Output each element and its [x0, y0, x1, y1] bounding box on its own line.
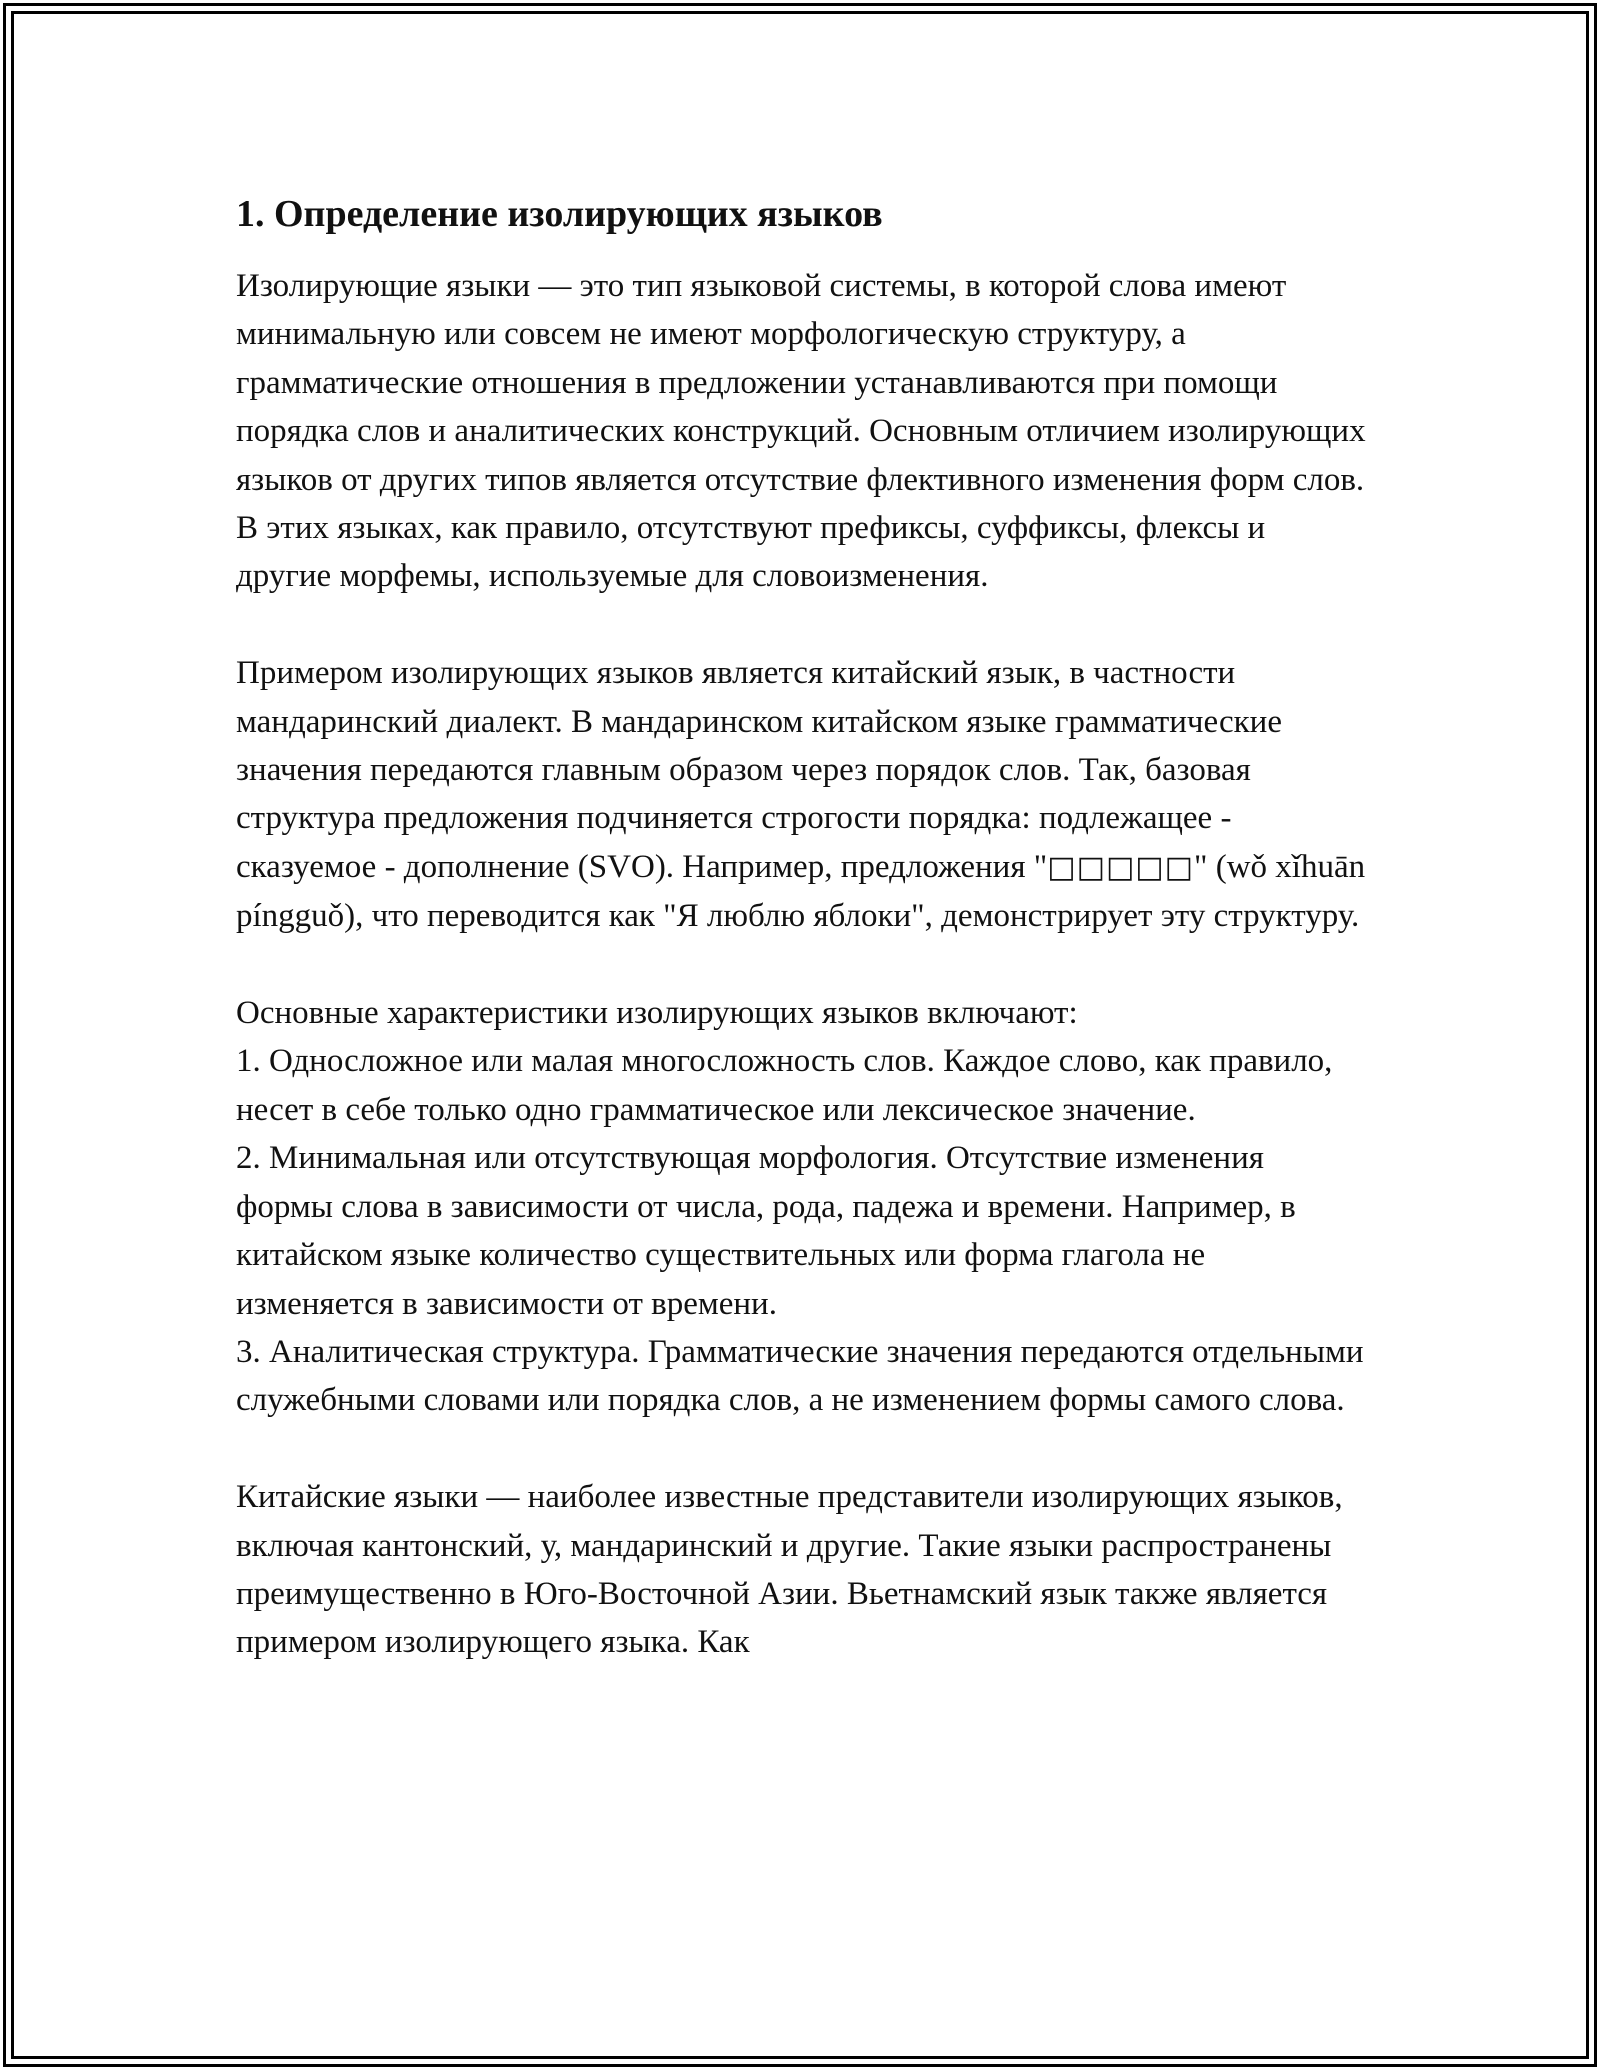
paragraph-gap	[236, 941, 1366, 989]
list-item-2: 2. Минимальная или отсутствующая морфология. Отсутствие изменения формы слова в зависимости от числа, рода, падежа и времени. Например, в китайском языке количество существительных или форма глагола не изменяется в зависимости от времени.	[236, 1140, 1296, 1322]
example-text-after: " (wǒ xǐhuān píngguǒ), что переводится как "Я люблю яблоки", демонстрирует эту структуру.	[236, 848, 1366, 935]
paragraph-gap	[236, 601, 1366, 649]
paragraph-chinese-languages: Китайские языки — наиболее известные представители изолирующих языков, включая кантонский, у, мандаринский и другие. Такие языки распространены преимущественно в Юго-Восточной Азии. Вьетнамский язык также является примером изолирующего языка. Как	[236, 1479, 1343, 1661]
chinese-sentence-glyphs: □□□□□	[1047, 849, 1194, 885]
section-heading: 1. Определение изолирующих языков	[236, 193, 883, 235]
list-intro: Основные характеристики изолирующих языков включают:	[236, 995, 1078, 1032]
document-body	[236, 190, 1366, 1667]
paragraph-definition: Изолирующие языки — это тип языковой системы, в которой слова имеют минимальную или совсем не имеют морфологическую структуру, а грамматические отношения в предложении устанавливаются при помощи порядка слов и аналитических конструкций. Основным отличием изолирующих языков от других типов является отсутствие флективного изменения форм слов. В этих языках, как правило, отсутствуют префиксы, суффиксы, флексы и другие морфемы, используемые для словоизменения.	[236, 268, 1366, 595]
list-item-1: 1. Односложное или малая многосложность слов. Каждое слово, как правило, несет в себе только одно грамматическое или лексическое значение.	[236, 1043, 1333, 1128]
example-text-before: Примером изолирующих языков является китайский язык, в частности мандаринский диалект. В мандаринском китайском языке грамматические значения передаются главным образом через порядок слов. Так, базовая структура предложения подчиняется строгости порядка: подлежащее - сказуемое - дополнение (SVO). Например, предложения "	[236, 655, 1282, 885]
paragraph-example	[236, 649, 1366, 940]
paragraph-gap	[236, 1425, 1366, 1473]
list-item-3: 3. Аналитическая структура. Грамматические значения передаются отдельными служебными словами или порядка слов, а не изменением формы самого слова.	[236, 1333, 1364, 1419]
